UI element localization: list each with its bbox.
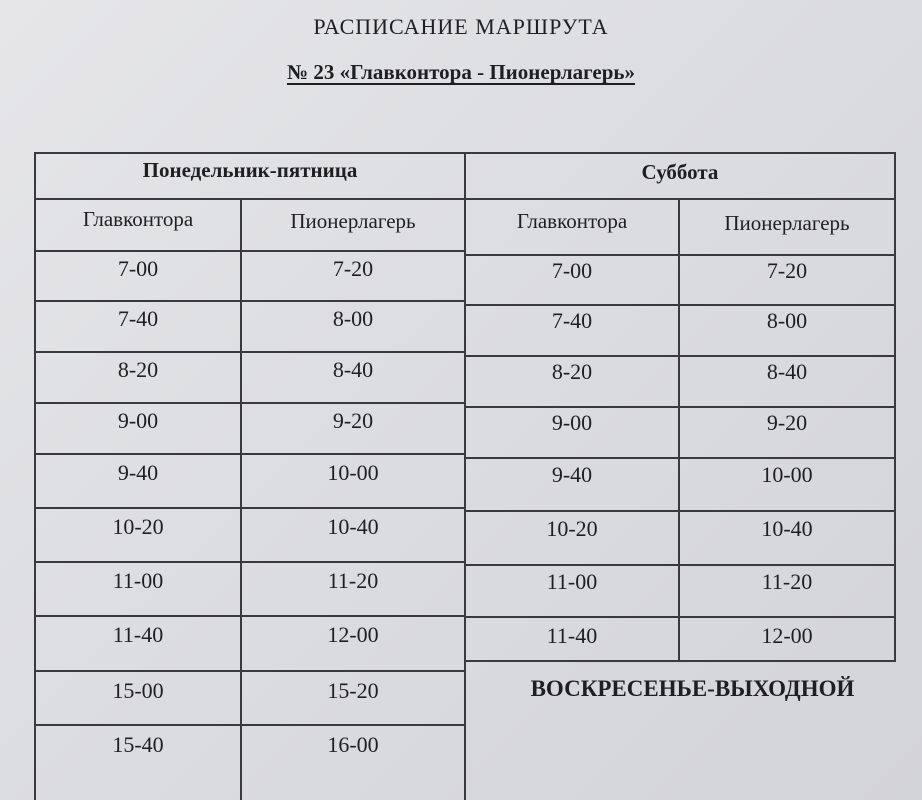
saturday-row-line	[464, 406, 896, 408]
route-subtitle: № 23 «Главконтора - Пионерлагерь»	[286, 60, 635, 84]
weekdays-departure-time: 9-40	[117, 460, 159, 485]
saturday-row-line	[464, 254, 896, 256]
weekdays-departure-time: 11-00	[112, 568, 164, 593]
saturday-departure-time: 11-40	[546, 623, 598, 648]
saturday-row-line	[464, 304, 896, 306]
saturday-arrival-time: 10-00	[761, 462, 813, 487]
saturday-departure-time: 11-00	[546, 569, 598, 594]
weekdays-arrival-time: 16-00	[327, 732, 379, 757]
weekdays-arrival-time: 8-40	[332, 357, 374, 382]
weekdays-departure-time: 8-20	[117, 357, 159, 382]
saturday-arrival-time: 12-00	[761, 623, 813, 648]
saturday-row-line	[464, 355, 896, 357]
saturday-arrival-time: 10-40	[761, 516, 813, 541]
weekdays-header: Понедельник-пятница	[142, 158, 358, 182]
weekdays-row-line	[34, 300, 466, 302]
saturday-row-line	[464, 457, 896, 459]
saturday-departure-time: 7-40	[551, 308, 593, 333]
weekdays-row-line	[34, 561, 466, 563]
saturday-departure-time: 9-00	[551, 410, 593, 435]
saturday-col-from: Главконтора	[516, 209, 628, 233]
saturday-departure-time: 7-00	[551, 258, 593, 283]
saturday-header: Суббота	[641, 160, 719, 184]
saturday-arrival-time: 7-20	[766, 258, 808, 283]
weekdays-col-to: Пионерлагерь	[290, 209, 416, 233]
weekdays-departure-time: 11-40	[112, 622, 164, 647]
weekdays-arrival-time: 15-20	[327, 678, 379, 703]
saturday-row-line	[464, 564, 896, 566]
weekdays-arrival-time: 12-00	[327, 622, 379, 647]
weekdays-row-line	[34, 351, 466, 353]
weekdays-arrival-time: 10-40	[327, 514, 379, 539]
weekdays-row-line	[34, 615, 466, 617]
weekdays-col-from: Главконтора	[82, 207, 194, 231]
weekdays-arrival-time: 7-20	[332, 256, 374, 281]
weekdays-arrival-time: 11-20	[327, 568, 379, 593]
saturday-bottom-line	[464, 660, 896, 662]
saturday-departure-time: 8-20	[551, 359, 593, 384]
page-title: РАСПИСАНИЕ МАРШРУТА	[313, 14, 609, 39]
saturday-row-line	[464, 510, 896, 512]
weekdays-row-line	[34, 453, 466, 455]
weekdays-departure-time: 7-40	[117, 306, 159, 331]
weekdays-departure-time: 15-40	[112, 732, 164, 757]
weekdays-arrival-time: 8-00	[332, 306, 374, 331]
weekdays-departure-time: 15-00	[112, 678, 164, 703]
header-bottom-line	[34, 198, 896, 200]
weekdays-arrival-time: 9-20	[332, 408, 374, 433]
weekdays-arrival-time: 10-00	[327, 460, 379, 485]
weekdays-inner-column-line	[240, 198, 242, 800]
weekdays-row-line	[34, 507, 466, 509]
saturday-arrival-time: 11-20	[761, 569, 813, 594]
weekdays-row-line	[34, 250, 466, 252]
weekdays-departure-time: 9-00	[117, 408, 159, 433]
sunday-note: ВОСКРЕСЕНЬЕ-ВЫХОДНОЙ	[530, 676, 855, 701]
saturday-arrival-time: 8-00	[766, 308, 808, 333]
saturday-departure-time: 9-40	[551, 462, 593, 487]
saturday-col-to: Пионерлагерь	[724, 211, 850, 235]
weekdays-departure-time: 7-00	[117, 256, 159, 281]
saturday-arrival-time: 8-40	[766, 359, 808, 384]
weekdays-row-line	[34, 670, 466, 672]
saturday-departure-time: 10-20	[546, 516, 598, 541]
weekdays-row-line	[34, 402, 466, 404]
saturday-row-line	[464, 616, 896, 618]
saturday-arrival-time: 9-20	[766, 410, 808, 435]
weekdays-departure-time: 10-20	[112, 514, 164, 539]
weekdays-row-line	[34, 724, 466, 726]
